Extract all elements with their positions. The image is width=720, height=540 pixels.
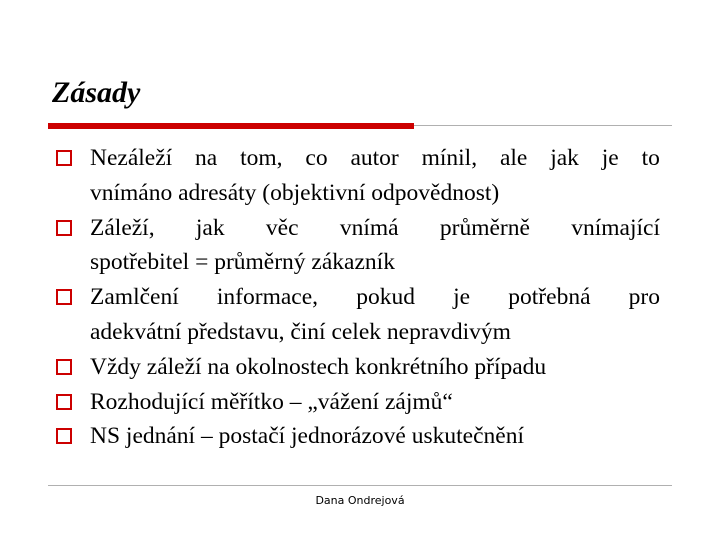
bullet-word: na [195, 145, 218, 171]
bullet-word: vnímající [571, 214, 660, 241]
bullet-word: pro [628, 284, 660, 311]
bullet-line: spotřebitel = průměrný zákazník [90, 249, 395, 276]
bullet-word: Záleží, [90, 214, 155, 241]
bullet-line [90, 280, 660, 315]
hollow-square-bullet-icon [56, 289, 72, 305]
bullet-item [54, 385, 660, 420]
bullet-line: NS jednání – postačí jednorázové uskutečnění [90, 423, 524, 450]
bullet-word: pokud [356, 284, 415, 311]
bullet-word: informace, [216, 284, 319, 311]
bullet-word: autor [350, 145, 399, 171]
hollow-square-bullet-icon [56, 394, 72, 410]
bullet-word: co [305, 145, 328, 171]
hollow-square-bullet-icon [56, 150, 72, 166]
bullet-line [90, 141, 660, 176]
bullet-line [90, 211, 660, 246]
bullet-line: Vždy záleží na okolnostech konkrétního případu [90, 353, 547, 380]
bullet-item [54, 141, 660, 211]
bullet-word: průměrně [439, 214, 530, 241]
bullet-item [54, 280, 660, 350]
bullet-word: je [453, 284, 471, 311]
bullet-line: Rozhodující měřítko – „vážení zájmů“ [90, 388, 453, 415]
bullet-line: vnímáno adresáty (objektivní odpovědnost) [90, 179, 500, 206]
bullet-word: Zamlčení [90, 284, 179, 311]
footer-rule [48, 485, 672, 486]
bullet-list [54, 141, 660, 454]
bullet-word: ale [499, 145, 528, 171]
slide-title: Zásady [52, 76, 141, 109]
title-underline-accent [48, 123, 414, 129]
hollow-square-bullet-icon [56, 220, 72, 236]
bullet-word: mínil, [421, 145, 478, 171]
bullet-word: tom, [240, 145, 283, 171]
bullet-word: jak [195, 214, 225, 241]
bullet-word: jak [550, 145, 579, 171]
hollow-square-bullet-icon [56, 359, 72, 375]
bullet-word: to [641, 145, 660, 171]
bullet-item [54, 419, 660, 454]
bullet-item [54, 350, 660, 385]
bullet-word: vnímá [339, 214, 399, 241]
hollow-square-bullet-icon [56, 428, 72, 444]
bullet-word: potřebná [508, 284, 591, 311]
bullet-word: věc [265, 214, 299, 241]
bullet-word: Nezáleží [90, 145, 173, 171]
footer-author: Dana Ondrejová [315, 494, 405, 507]
bullet-line: adekvátní představu, činí celek nepravdivým [90, 318, 511, 345]
bullet-item [54, 211, 660, 281]
bullet-word: je [601, 145, 619, 171]
